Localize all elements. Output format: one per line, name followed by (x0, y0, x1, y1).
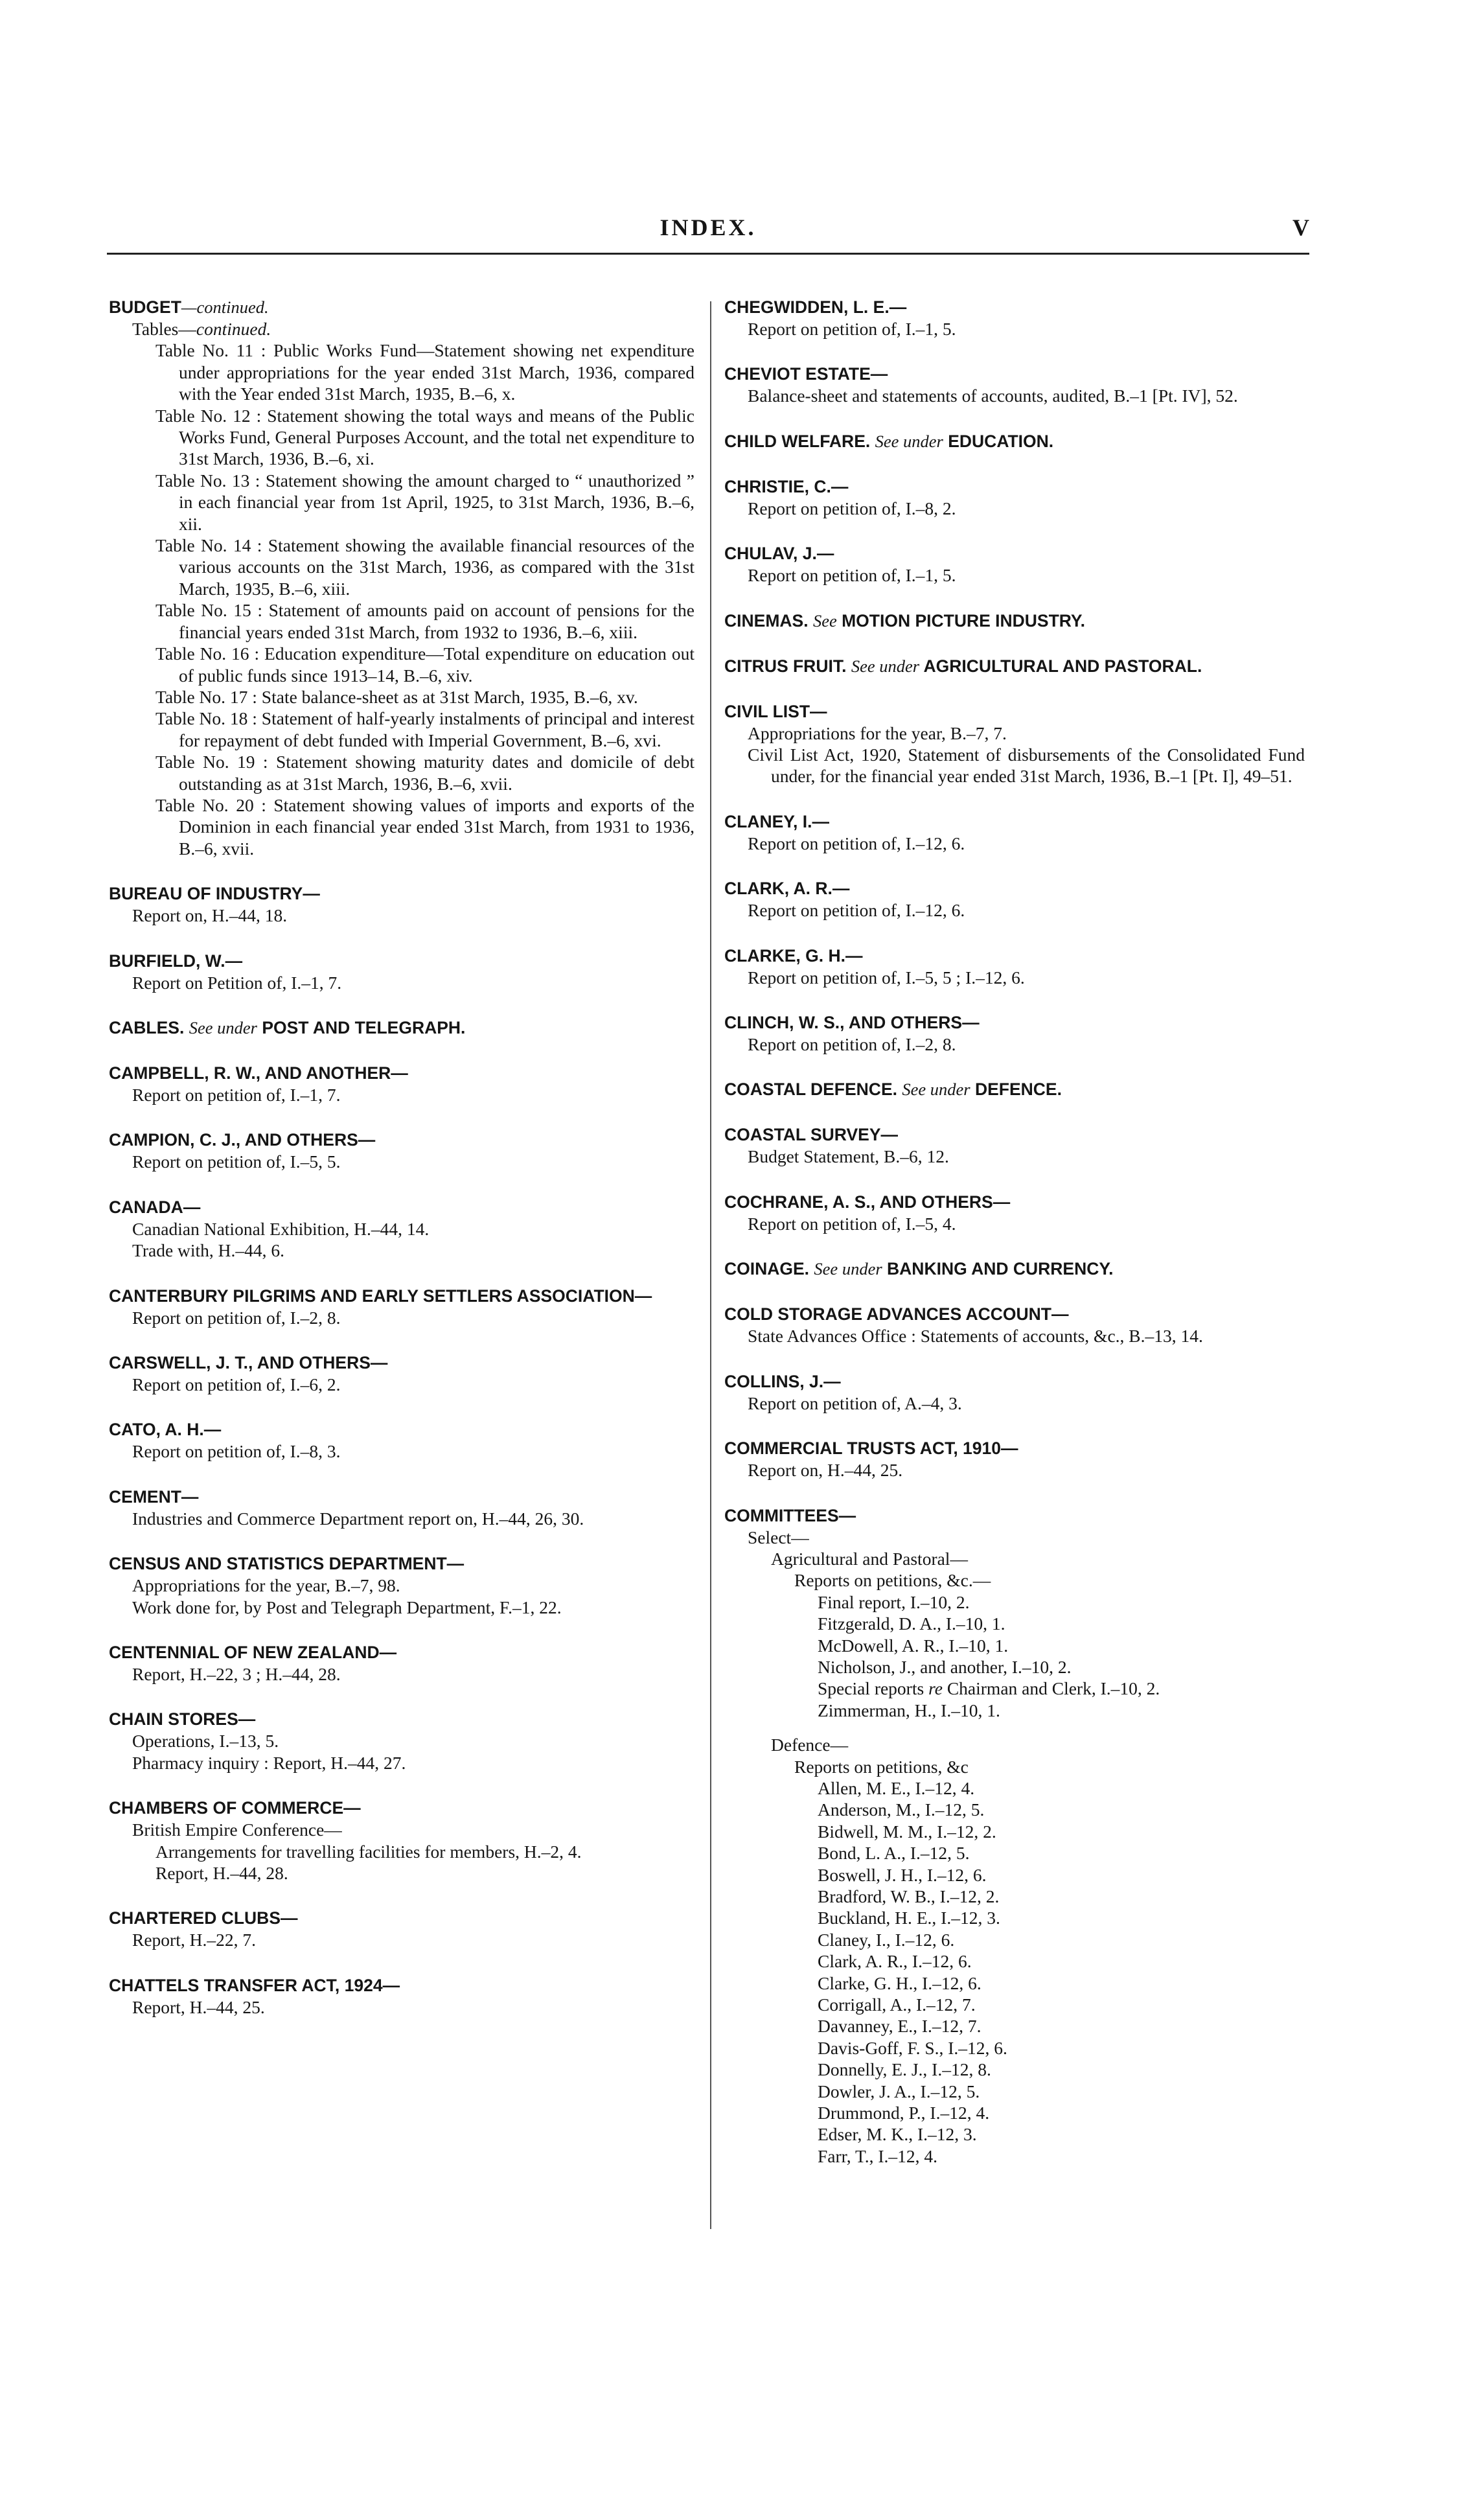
index-entry (109, 1641, 695, 1685)
subitem-text: Report on petition of, I.–2, 8. (132, 1307, 341, 1328)
entry-subitem (109, 1575, 695, 1596)
subitem-text: Appropriations for the year, B.–7, 7. (748, 722, 1007, 743)
subitem-text: Report on, H.–44, 25. (748, 1460, 903, 1481)
subitem-text: Report on petition of, I.–8, 2. (748, 498, 956, 518)
see-reference: See under (851, 656, 920, 676)
entry-subitem (724, 1929, 1305, 1950)
entry-heading (724, 1505, 1305, 1527)
subitem-rest: Chairman and Clerk, I.–10, 2. (942, 1678, 1160, 1699)
subitem-text: Defence— (771, 1735, 849, 1755)
entry-heading (724, 1370, 1305, 1393)
index-entry (724, 811, 1305, 854)
index-entry (109, 1418, 695, 1462)
index-entry (724, 655, 1305, 677)
entry-subitem (724, 1146, 1305, 1167)
entry-subitem (724, 833, 1305, 854)
heading-text: BURFIELD, W.— (109, 951, 243, 971)
subitem-text: Report on, H.–44, 18. (132, 905, 288, 926)
index-entry (724, 610, 1305, 632)
subitem-text: Boswell, J. H., I.–12, 6. (818, 1864, 987, 1885)
entry-subitem (724, 1548, 1305, 1569)
entry-heading (724, 1258, 1305, 1280)
heading-text: CIVIL LIST— (724, 701, 827, 721)
subitem-text: Reports on petitions, &c (794, 1756, 969, 1777)
entry-heading (724, 296, 1305, 318)
entry-heading (724, 700, 1305, 722)
entry-subitem (109, 686, 695, 708)
see-reference: See under (189, 1017, 257, 1037)
heading-text: CLARK, A. R.— (724, 879, 850, 899)
subitem-text: Pharmacy inquiry : Report, H.–44, 27. (132, 1752, 406, 1773)
subitem-text: Edser, M. K., I.–12, 3. (818, 2124, 977, 2145)
subitem-text: Dowler, J. A., I.–12, 5. (818, 2081, 980, 2101)
index-entry (724, 1303, 1305, 1347)
subitem-text: Industries and Commerce Department report on, H.–44, 26, 30. (132, 1508, 584, 1529)
subitem-text: Davanney, E., I.–12, 7. (818, 2016, 982, 2037)
entry-heading (109, 1285, 695, 1307)
entry-subitem (109, 535, 695, 599)
entry-subitem (724, 722, 1305, 744)
see-target: POST AND TELEGRAPH. (262, 1017, 466, 1037)
entry-heading (724, 1124, 1305, 1146)
entry-subitem (724, 1325, 1305, 1347)
entry-subitem (724, 1734, 1305, 1755)
entry-subitem (724, 1656, 1305, 1678)
heading-text: CABLES. (109, 1017, 185, 1037)
entry-subitem (724, 1613, 1305, 1634)
see-target: MOTION PICTURE INDUSTRY. (842, 610, 1086, 630)
index-entry (109, 1017, 695, 1039)
subitem-italic: re (928, 1678, 943, 1699)
subitem-text: Nicholson, J., and another, I.–10, 2. (818, 1656, 1072, 1677)
heading-text: CHILD WELFARE. (724, 431, 871, 451)
entry-subitem (724, 899, 1305, 921)
heading-text: BUDGET (109, 297, 181, 317)
subitem-text: Reports on petitions, &c.— (794, 1570, 991, 1591)
subitem-text: Table No. 19 : Statement showing maturity dates and domicile of debt outstanding as at 31st March, 1936, B.–6, xvii. (155, 752, 695, 794)
heading-text: CEMENT— (109, 1486, 199, 1507)
entry-subitem (724, 385, 1305, 406)
subitem-text: Corrigall, A., I.–12, 7. (818, 1994, 976, 2015)
subitem-text: Report on petition of, I.–6, 2. (132, 1374, 341, 1394)
heading-text: COASTAL SURVEY— (724, 1125, 898, 1145)
index-entry (724, 430, 1305, 452)
subitem-text: Report on petition of, A.–4, 3. (748, 1393, 962, 1413)
entry-subitem (724, 1994, 1305, 2015)
entry-subitem (109, 1597, 695, 1618)
subitem-text: Buckland, H. E., I.–12, 3. (818, 1908, 1000, 1928)
subitem-text: Table No. 20 : Statement showing values of imports and exports of the Dominion in each financial year ended 31st March, from 1931 to 1936, B.–6, xvii. (155, 794, 695, 859)
entry-subitem (724, 1886, 1305, 1907)
heading-text: COMMERCIAL TRUSTS ACT, 1910— (724, 1439, 1018, 1459)
heading-text: CLANEY, I.— (724, 811, 829, 831)
see-target: BANKING AND CURRENCY. (887, 1259, 1114, 1279)
entry-subitem (109, 1663, 695, 1685)
entry-subitem (724, 1756, 1305, 1777)
entry-subitem (109, 643, 695, 686)
entry-heading (109, 950, 695, 972)
subitem-text: Report, H.–44, 25. (132, 1996, 265, 2017)
entry-subitem (724, 2015, 1305, 2037)
heading-text: COLLINS, J.— (724, 1371, 841, 1391)
entry-subitem (724, 744, 1305, 787)
index-entry (109, 1352, 695, 1395)
entry-subitem (109, 470, 695, 535)
see-reference: See under (902, 1080, 970, 1100)
index-entry (724, 1370, 1305, 1414)
subitem-text: Appropriations for the year, B.–7, 98. (132, 1575, 400, 1596)
heading-text: CATO, A. H.— (109, 1420, 222, 1440)
entry-subitem (724, 1950, 1305, 1972)
subitem-text: Report on petition of, I.–1, 7. (132, 1084, 341, 1105)
index-entry (724, 1258, 1305, 1280)
subitem-text: Davis-Goff, F. S., I.–12, 6. (818, 2037, 1007, 2058)
subitem-text: Fitzgerald, D. A., I.–10, 1. (818, 1613, 1005, 1634)
entry-subitem (724, 967, 1305, 988)
entry-subitem (109, 708, 695, 751)
entry-heading (724, 1437, 1305, 1459)
entry-subitem (109, 318, 695, 340)
heading-text: CHRISTIE, C.— (724, 476, 849, 496)
index-entry (724, 476, 1305, 519)
subitem-text: Agricultural and Pastoral— (771, 1548, 968, 1569)
heading-text: COASTAL DEFENCE. (724, 1080, 897, 1100)
entry-subitem (724, 1821, 1305, 1842)
entry-heading (724, 363, 1305, 385)
entry-subitem (109, 1508, 695, 1529)
subitem-text: Drummond, P., I.–12, 4. (818, 2103, 990, 2123)
entry-subitem (724, 2081, 1305, 2102)
subitem-text: Report, H.–22, 3 ; H.–44, 28. (132, 1664, 341, 1685)
heading-text: CITRUS FRUIT. (724, 656, 847, 676)
index-entry (109, 1797, 695, 1884)
entry-subitem (109, 405, 695, 470)
subitem-text: Report on petition of, I.–12, 6. (748, 900, 965, 921)
heading-text: CHEGWIDDEN, L. E.— (724, 297, 907, 317)
entry-subitem (724, 1799, 1305, 1820)
entry-heading (724, 1191, 1305, 1213)
subitem-text: Report, H.–44, 28. (155, 1863, 288, 1884)
entry-subitem (724, 1864, 1305, 1886)
subitem-text: Report on petition of, I.–5, 4. (748, 1213, 956, 1234)
heading-text: COMMITTEES— (724, 1505, 856, 1525)
entry-subitem (724, 564, 1305, 586)
entry-subitem (109, 1996, 695, 2018)
subitem-text: Operations, I.–13, 5. (132, 1731, 279, 1751)
entry-subitem (724, 1591, 1305, 1613)
heading-text: CANTERBURY PILGRIMS AND EARLY SETTLERS ASSOCIATION— (109, 1286, 652, 1306)
entry-subitem (724, 1393, 1305, 1414)
heading-text: CINEMAS. (724, 610, 809, 630)
subitem-text: Select— (748, 1527, 809, 1547)
index-entry (109, 950, 695, 993)
heading-text: CENSUS AND STATISTICS DEPARTMENT— (109, 1554, 465, 1574)
entry-heading (109, 296, 695, 318)
entry-heading (724, 811, 1305, 833)
entry-subitem (724, 2059, 1305, 2080)
subitem-text: Table No. 11 : Public Works Fund—Statement showing net expenditure under appropriations for the year ended 31st March, 1936, compared with the Year ended 31st March, 1935, B.–6, x. (155, 340, 695, 404)
heading-text: CAMPION, C. J., AND OTHERS— (109, 1130, 376, 1150)
entry-subitem (109, 1929, 695, 1950)
subitem-text: Clark, A. R., I.–12, 6. (818, 1951, 972, 1972)
entry-subitem (724, 1972, 1305, 1994)
entry-subitem (109, 1084, 695, 1105)
index-entry (109, 1907, 695, 1950)
entry-heading (109, 1553, 695, 1575)
entry-subitem (109, 1440, 695, 1462)
index-entry (724, 1437, 1305, 1481)
heading-text: CANADA— (109, 1197, 201, 1217)
subitem-text: Anderson, M., I.–12, 5. (818, 1799, 985, 1820)
subitem-text: Report on petition of, I.–1, 5. (748, 319, 956, 339)
subitem-text: Report on petition of, I.–8, 3. (132, 1441, 341, 1462)
entry-subitem (109, 972, 695, 993)
subitem-text: Report on petition of, I.–2, 8. (748, 1034, 956, 1055)
index-entry (109, 1196, 695, 1262)
heading-text: CHARTERED CLUBS— (109, 1908, 298, 1928)
index-entry (109, 1486, 695, 1529)
entry-subitem (724, 1034, 1305, 1055)
entry-subitem (109, 1240, 695, 1261)
index-entry (724, 700, 1305, 787)
entry-subitem (724, 1635, 1305, 1656)
see-target: EDUCATION. (948, 431, 1054, 451)
subitem-text: Budget Statement, B.–6, 12. (748, 1146, 949, 1167)
heading-continued: —continued. (181, 297, 269, 317)
index-entry (109, 1974, 695, 2018)
index-entry (724, 1505, 1305, 2167)
entry-heading (109, 1352, 695, 1374)
heading-text: CAMPBELL, R. W., AND ANOTHER— (109, 1063, 408, 1083)
subitem-text: Report on petition of, I.–5, 5 ; I.–12, 6. (748, 967, 1025, 988)
entry-subitem (724, 1213, 1305, 1234)
subitem-text: Bidwell, M. M., I.–12, 2. (818, 1821, 996, 1842)
page-header (107, 214, 1309, 253)
entry-subitem (724, 1907, 1305, 1928)
entry-subitem (109, 599, 695, 643)
index-column-left (109, 296, 695, 2041)
entry-subitem (109, 1730, 695, 1751)
see-reference: See under (814, 1259, 882, 1279)
subitem-text: Table No. 15 : Statement of amounts paid on account of pensions for the financial years ended 31st March, from 1932 to 1936, B.–6, xiii. (155, 600, 695, 642)
subitem-text: Farr, T., I.–12, 4. (818, 2145, 938, 2166)
entry-heading (109, 1062, 695, 1084)
entry-heading (109, 1641, 695, 1663)
see-target: DEFENCE. (974, 1080, 1062, 1100)
page-number: V (1292, 214, 1309, 240)
entry-subitem (109, 1374, 695, 1395)
subitem-text: Report on petition of, I.–1, 5. (748, 565, 956, 586)
entry-heading (724, 1078, 1305, 1100)
entry-heading (109, 1196, 695, 1218)
subitem-text: Civil List Act, 1920, Statement of disbursements of the Consolidated Fund under, for the financial year ended 31st March, 1936, B.–1 [Pt. I], 49–51. (748, 745, 1305, 787)
see-target: AGRICULTURAL AND PASTORAL. (923, 656, 1202, 676)
heading-text: CHATTELS TRANSFER ACT, 1924— (109, 1975, 400, 1995)
spacer (724, 1721, 1305, 1734)
index-entry (109, 1708, 695, 1774)
entry-heading (109, 883, 695, 905)
entry-subitem (724, 1678, 1305, 1699)
heading-text: BUREAU OF INDUSTRY— (109, 884, 320, 904)
subitem-text: Table No. 16 : Education expenditure—Total expenditure on education out of public funds since 1913–14, B.–6, xiv. (155, 643, 695, 686)
heading-text: COLD STORAGE ADVANCES ACCOUNT— (724, 1304, 1069, 1324)
index-entry (109, 1285, 695, 1328)
index-entry (724, 1078, 1305, 1100)
heading-text: CLARKE, G. H.— (724, 945, 863, 965)
entry-subitem (724, 2102, 1305, 2123)
subitem-text: Final report, I.–10, 2. (818, 1591, 970, 1612)
subitem-text: Canadian National Exhibition, H.–44, 14. (132, 1218, 430, 1239)
entry-subitem (724, 1777, 1305, 1799)
subitem-text: Tables— (132, 319, 196, 339)
entry-subitem (724, 1527, 1305, 1548)
header-rule (107, 253, 1309, 255)
index-entry (724, 1124, 1305, 1167)
subitem-text: Trade with, H.–44, 6. (132, 1240, 285, 1261)
subitem-text: Claney, I., I.–12, 6. (818, 1929, 955, 1950)
entry-subitem (109, 1841, 695, 1862)
subitem-text: Table No. 18 : Statement of half-yearly instalments of principal and interest for repayment of debt funded with Imperial Government, B.–6, xvi. (155, 708, 695, 750)
subitem-text: Clarke, G. H., I.–12, 6. (818, 1972, 982, 1993)
see-reference: See (812, 610, 837, 630)
heading-text: CHULAV, J.— (724, 544, 834, 564)
entry-heading (109, 1907, 695, 1929)
entry-subitem (109, 905, 695, 926)
subitem-text: Donnelly, E. J., I.–12, 8. (818, 2059, 991, 2080)
entry-subitem (724, 2123, 1305, 2145)
entry-subitem (724, 1842, 1305, 1864)
index-entry (724, 1191, 1305, 1234)
entry-heading (724, 476, 1305, 498)
heading-text: CENTENNIAL OF NEW ZEALAND— (109, 1643, 397, 1663)
subitem-text: State Advances Office : Statements of accounts, &c., B.–13, 14. (748, 1326, 1203, 1347)
subitem-text: Table No. 12 : Statement showing the total ways and means of the Public Works Fund, General Purposes Account, and the total net expenditure to 31st March, 1936, B.–6, xi. (155, 405, 695, 469)
see-reference: See under (875, 431, 943, 451)
subitem-text: Bradford, W. B., I.–12, 2. (818, 1886, 1000, 1906)
index-entry (724, 542, 1305, 586)
index-entry (109, 296, 695, 859)
subitem-text: Balance-sheet and statements of accounts, audited, B.–1 [Pt. IV], 52. (748, 386, 1238, 406)
subitem-text: British Empire Conference— (132, 1820, 342, 1840)
entry-subitem (724, 318, 1305, 340)
heading-text: CHEVIOT ESTATE— (724, 364, 888, 384)
index-entry (109, 1553, 695, 1618)
entry-subitem (109, 1218, 695, 1240)
entry-subitem (724, 2145, 1305, 2167)
entry-heading (724, 945, 1305, 967)
entry-heading (109, 1797, 695, 1819)
subitem-text: Zimmerman, H., I.–10, 1. (818, 1700, 1000, 1720)
entry-subitem (109, 1307, 695, 1328)
entry-heading (724, 430, 1305, 452)
entry-subitem (109, 1752, 695, 1774)
index-entry (724, 945, 1305, 988)
entry-heading (109, 1708, 695, 1730)
subitem-continued: continued. (196, 319, 271, 339)
entry-heading (109, 1129, 695, 1151)
entry-heading (109, 1418, 695, 1440)
entry-heading (724, 655, 1305, 677)
subitem-text: Work done for, by Post and Telegraph Department, F.–1, 22. (132, 1597, 562, 1617)
heading-text: CHAMBERS OF COMMERCE— (109, 1798, 361, 1818)
heading-text: COINAGE. (724, 1259, 810, 1279)
subitem-text: Allen, M. E., I.–12, 4. (818, 1777, 975, 1798)
subitem-text: Table No. 14 : Statement showing the available financial resources of the various accounts on the 31st March, 1936, as compared with the 31st March, 1935, B.–6, xiii. (155, 535, 695, 599)
index-entry (109, 1062, 695, 1105)
subitem-text: Report on petition of, I.–12, 6. (748, 833, 965, 853)
entry-subitem (109, 1862, 695, 1884)
index-entry (724, 296, 1305, 340)
entry-subitem (724, 1569, 1305, 1591)
subitem-text: McDowell, A. R., I.–10, 1. (818, 1635, 1009, 1656)
heading-text: CHAIN STORES— (109, 1709, 256, 1729)
entry-heading (109, 1486, 695, 1508)
entry-heading (109, 1017, 695, 1039)
entry-subitem (724, 1700, 1305, 1721)
subitem-text: Report, H.–22, 7. (132, 1930, 256, 1950)
subitem-text: Table No. 17 : State balance-sheet as at 31st March, 1935, B.–6, xv. (155, 686, 638, 707)
entry-subitem (109, 340, 695, 404)
entry-heading (109, 1974, 695, 1996)
entry-heading (724, 877, 1305, 899)
heading-text: CARSWELL, J. T., AND OTHERS— (109, 1353, 388, 1372)
index-entry (109, 1129, 695, 1172)
entry-subitem (109, 1819, 695, 1840)
entry-subitem (724, 498, 1305, 519)
index-entry (109, 883, 695, 926)
subitem-text: Report on Petition of, I.–1, 7. (132, 972, 342, 993)
column-divider (710, 301, 711, 2229)
entry-heading (724, 1011, 1305, 1034)
subitem-text: Arrangements for travelling facilities for members, H.–2, 4. (155, 1841, 582, 1862)
entry-subitem (109, 751, 695, 794)
index-entry (724, 877, 1305, 921)
subitem-text: Table No. 13 : Statement showing the amount charged to “ unauthorized ” in each financial year from 1st April, 1925, to 31st March, 1936, B.–6, xii. (155, 470, 695, 534)
subitem-text: Special reports (818, 1678, 929, 1699)
entry-subitem (109, 794, 695, 859)
index-column-right (724, 296, 1305, 2190)
heading-text: CLINCH, W. S., AND OTHERS— (724, 1013, 980, 1033)
index-entry (724, 1011, 1305, 1055)
entry-subitem (724, 2037, 1305, 2059)
entry-subitem (109, 1151, 695, 1172)
entry-heading (724, 610, 1305, 632)
entry-heading (724, 542, 1305, 564)
heading-text: COCHRANE, A. S., AND OTHERS— (724, 1192, 1011, 1212)
entry-heading (724, 1303, 1305, 1325)
index-entry (724, 363, 1305, 406)
entry-subitem (724, 1459, 1305, 1481)
subitem-text: Report on petition of, I.–5, 5. (132, 1151, 341, 1172)
page-title: INDEX. (660, 214, 757, 240)
subitem-text: Bond, L. A., I.–12, 5. (818, 1843, 970, 1864)
